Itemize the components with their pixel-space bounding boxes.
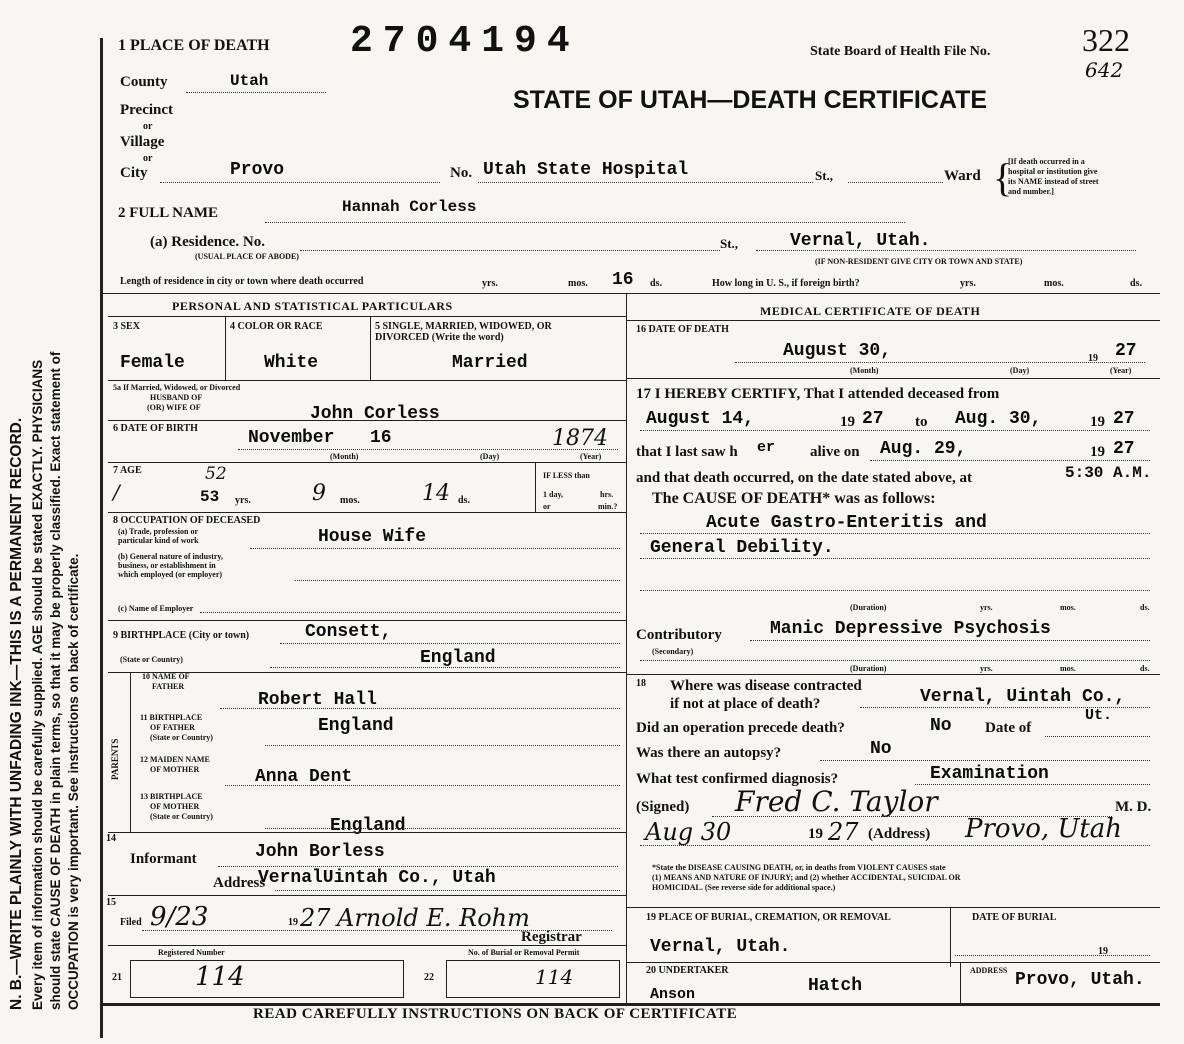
- ward-label: Ward: [944, 168, 981, 184]
- residence-value: Vernal, Utah.: [790, 231, 931, 251]
- age-days: 14: [422, 481, 450, 506]
- death-year: 27: [1115, 341, 1137, 361]
- last-saw-date: Aug. 29,: [880, 439, 967, 459]
- cause-label: The CAUSE OF DEATH* was as follows:: [652, 490, 936, 507]
- certify-text: 17 I HEREBY CERTIFY, That I attended deceased from: [636, 386, 1000, 402]
- filed-date: 9/23: [150, 902, 209, 932]
- occupation-value: House Wife: [318, 527, 427, 547]
- full-name-label: 2 FULL NAME: [118, 205, 219, 221]
- cause-line-1: Acute Gastro-Enteritis and: [706, 513, 987, 533]
- personal-heading: PERSONAL AND STATISTICAL PARTICULARS: [172, 299, 453, 313]
- mother-birthplace: England: [330, 816, 406, 836]
- last-saw-year: 27: [1113, 439, 1135, 459]
- contributory-label: Contributory: [636, 627, 722, 643]
- spouse-value: John Corless: [310, 404, 440, 424]
- residence-label: (a) Residence. No.: [150, 234, 265, 250]
- operation-value: No: [930, 716, 952, 736]
- signed-year: 27: [828, 818, 859, 846]
- marital-value: Married: [452, 353, 528, 373]
- burial-place: Vernal, Utah.: [650, 937, 791, 957]
- informant-address: VernalUintah Co., Utah: [258, 868, 496, 888]
- birthplace-city: Consett,: [305, 622, 392, 642]
- signed-label: (Signed): [636, 799, 690, 815]
- street-no-label: No.: [450, 165, 473, 181]
- residence-days: 16: [612, 270, 634, 290]
- full-name-value: Hannah Corless: [342, 198, 477, 216]
- column-divider: [626, 293, 627, 1003]
- county-label: County: [120, 74, 168, 90]
- file-no-handwritten: 642: [1085, 58, 1124, 82]
- informant-label: Informant: [130, 851, 197, 867]
- informant-value: John Borless: [255, 842, 385, 862]
- father-birthplace: England: [318, 716, 394, 736]
- undertaker-first: Anson: [650, 986, 696, 1003]
- city-label: City: [120, 165, 148, 181]
- length-residence-label: Length of residence in city or town where death occurred: [120, 276, 364, 287]
- filed-year: 27: [300, 904, 331, 932]
- death-date: August 30,: [783, 341, 892, 361]
- permit-number: 114: [535, 965, 574, 989]
- attend-to-year: 27: [1113, 409, 1135, 429]
- top-section-divider: [100, 293, 1160, 294]
- physician-address: Provo, Utah: [965, 814, 1123, 844]
- side-warning-line1: N. B.—WRITE PLAINLY WITH UNFADING INK—THIS IS A PERMANENT RECORD.: [8, 417, 25, 1010]
- side-warning-line4: OCCUPATION is very important. See instructions on back of certificate.: [66, 553, 81, 1010]
- village-label: Village: [120, 134, 165, 150]
- certificate-title: STATE OF UTAH—DEATH CERTIFICATE: [513, 86, 988, 114]
- file-no-label: State Board of Health File No.: [810, 44, 991, 59]
- age-correction: 52: [205, 464, 227, 484]
- certificate-number: 2704194: [350, 20, 580, 63]
- hospital-name: Utah State Hospital: [483, 160, 689, 180]
- parents-label: PARENTS: [110, 738, 120, 780]
- permit-number-box: [446, 960, 620, 998]
- test-value: Examination: [930, 764, 1049, 784]
- left-border: [100, 38, 103, 1038]
- city-value: Provo: [230, 160, 285, 180]
- contributory-cause: Manic Depressive Psychosis: [770, 619, 1051, 639]
- attend-from: August 14,: [646, 409, 755, 429]
- attend-from-year: 27: [862, 409, 884, 429]
- physician-signature: Fred C. Taylor: [735, 785, 938, 818]
- death-time: 5:30 A.M.: [1065, 464, 1152, 482]
- father-name: Robert Hall: [258, 690, 377, 710]
- side-warning-line2: Every item of information should be carefully supplied. AGE should be stated EXACTLY. PHYSICIANS: [30, 359, 45, 1010]
- registrar-label: Registrar: [521, 929, 582, 945]
- medical-heading: MEDICAL CERTIFICATE OF DEATH: [760, 304, 981, 318]
- dob-year: 1874: [552, 426, 608, 451]
- registered-number-box: [130, 960, 404, 998]
- dob-month: November: [248, 428, 335, 448]
- registered-number: 114: [195, 962, 245, 992]
- place-of-death-heading: 1 PLACE OF DEATH: [118, 37, 270, 54]
- footer-instructions: READ CAREFULLY INSTRUCTIONS ON BACK OF CERTIFICATE: [253, 1006, 738, 1022]
- registrar-signature: Arnold E. Rohm: [337, 904, 530, 932]
- attend-to: Aug. 30,: [955, 409, 1042, 429]
- file-no: 322: [1082, 22, 1130, 58]
- age-months: 9: [312, 481, 326, 506]
- dob-day: 16: [370, 428, 392, 448]
- disease-contracted: Vernal, Uintah Co.,: [920, 687, 1126, 707]
- informant-address-label: Address: [213, 875, 266, 891]
- county-value: Utah: [230, 72, 269, 90]
- age-years: 53: [200, 488, 220, 506]
- race-value: White: [264, 353, 319, 373]
- autopsy-value: No: [870, 739, 892, 759]
- mother-name: Anna Dent: [255, 767, 353, 787]
- birthplace-country: England: [420, 648, 496, 668]
- sex-value: Female: [120, 353, 185, 373]
- signed-date: Aug 30: [645, 818, 732, 846]
- precinct-label: Precinct: [120, 102, 174, 118]
- undertaker-address: Provo, Utah.: [1015, 970, 1145, 990]
- side-warning-line3: should state CAUSE OF DEATH in plain terms, so that it may be properly classified. Exact statement of: [48, 351, 63, 1010]
- undertaker-last: Hatch: [808, 976, 863, 996]
- cause-line-2: General Debility.: [650, 538, 834, 558]
